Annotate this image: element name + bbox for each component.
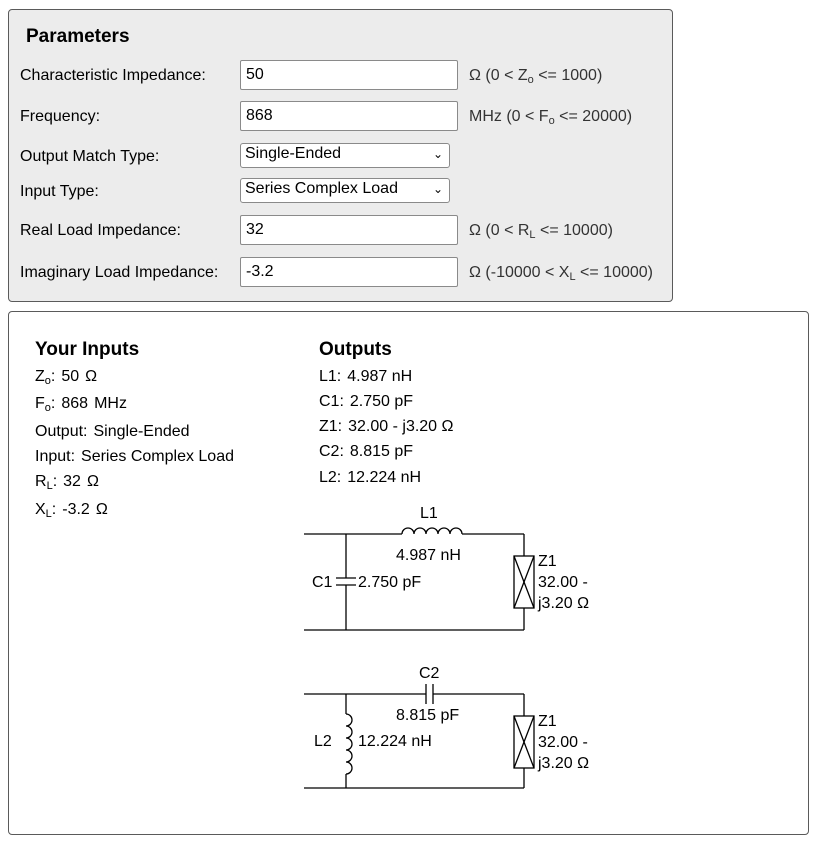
real-load-label: Real Load Impedance: (20, 222, 181, 239)
imag-load-label: Imaginary Load Impedance: (20, 264, 219, 281)
output-z1: Z1: 32.00 - j3.20 Ω (319, 418, 454, 435)
circuit-1-z1-name: Z1 (538, 553, 557, 570)
input-type-select[interactable] (240, 178, 450, 203)
circuit-2-z1-line2: j3.20 Ω (538, 755, 590, 772)
circuit-1-z1-line1: 32.00 - (538, 574, 588, 591)
circuit-2-c2-value: 8.815 pF (396, 707, 460, 724)
imag-load-input[interactable] (240, 257, 458, 287)
frequency-input[interactable] (240, 101, 458, 131)
circuit-2-l2-name: L2 (314, 733, 332, 750)
circuit-1-schematic (300, 500, 610, 635)
input-type-label: Input Type: (20, 183, 99, 200)
circuit-2-schematic (300, 660, 610, 795)
circuit-1-l1-name: L1 (420, 505, 438, 522)
input-fo: $F_o$: 868 MHz (35, 395, 127, 414)
parameters-title: Parameters (26, 26, 130, 47)
output-l2: L2: 12.224 nH (319, 469, 422, 486)
output-match-type-label: Output Match Type: (20, 148, 160, 165)
real-load-hint: Ω $(0 < R_L <= 10000)$ (469, 222, 613, 241)
circuit-1-z1-line2: j3.20 Ω (538, 595, 590, 612)
input-rl: $R_L$: 32 Ω (35, 473, 99, 492)
your-inputs-title: Your Inputs (35, 339, 140, 360)
inductor-l2-symbol (346, 714, 352, 774)
char-impedance-input[interactable] (240, 60, 458, 90)
circuit-1-l1-value: 4.987 nH (396, 547, 461, 564)
imag-load-hint: Ω $(-10000 < X_L <= 10000)$ (469, 264, 653, 283)
frequency-hint: MHz $(0 < F_o <= 20000)$ (469, 108, 633, 127)
input-zo: $Z_o$: 50 Ω (35, 368, 98, 387)
circuit-1-c1-name: C1 (312, 574, 333, 591)
output-c2: C2: 8.815 pF (319, 443, 414, 460)
circuit-2-l2-value: 12.224 nH (358, 733, 432, 750)
output-c1: C1: 2.750 pF (319, 393, 414, 410)
char-impedance-label: Characteristic Impedance: (20, 67, 206, 84)
input-xl: $X_L$: -3.2 Ω (35, 501, 108, 520)
inductor-l1-symbol (402, 528, 462, 534)
input-input: Input: Series Complex Load (35, 448, 234, 465)
circuit-2-z1-name: Z1 (538, 713, 557, 730)
circuit-2-z1-line1: 32.00 - (538, 734, 588, 751)
char-impedance-hint: Ω $(0 < Z_o <= 1000)$ (469, 67, 603, 86)
input-type-value: Series Complex Load (245, 180, 398, 197)
output-l1: L1: 4.987 nH (319, 368, 413, 385)
input-output: Output: Single-Ended (35, 423, 190, 440)
frequency-label: Frequency: (20, 108, 101, 125)
outputs-title: Outputs (319, 339, 392, 360)
circuit-2-c2-name: C2 (419, 665, 440, 682)
real-load-input[interactable] (240, 215, 458, 245)
parameters-panel (8, 9, 673, 302)
output-match-type-select[interactable] (240, 143, 450, 168)
chevron-down-icon: ⌄ (432, 182, 443, 196)
output-match-type-value: Single-Ended (245, 145, 342, 162)
chevron-down-icon: ⌄ (432, 147, 443, 161)
circuit-1-c1-value: 2.750 pF (358, 574, 422, 591)
